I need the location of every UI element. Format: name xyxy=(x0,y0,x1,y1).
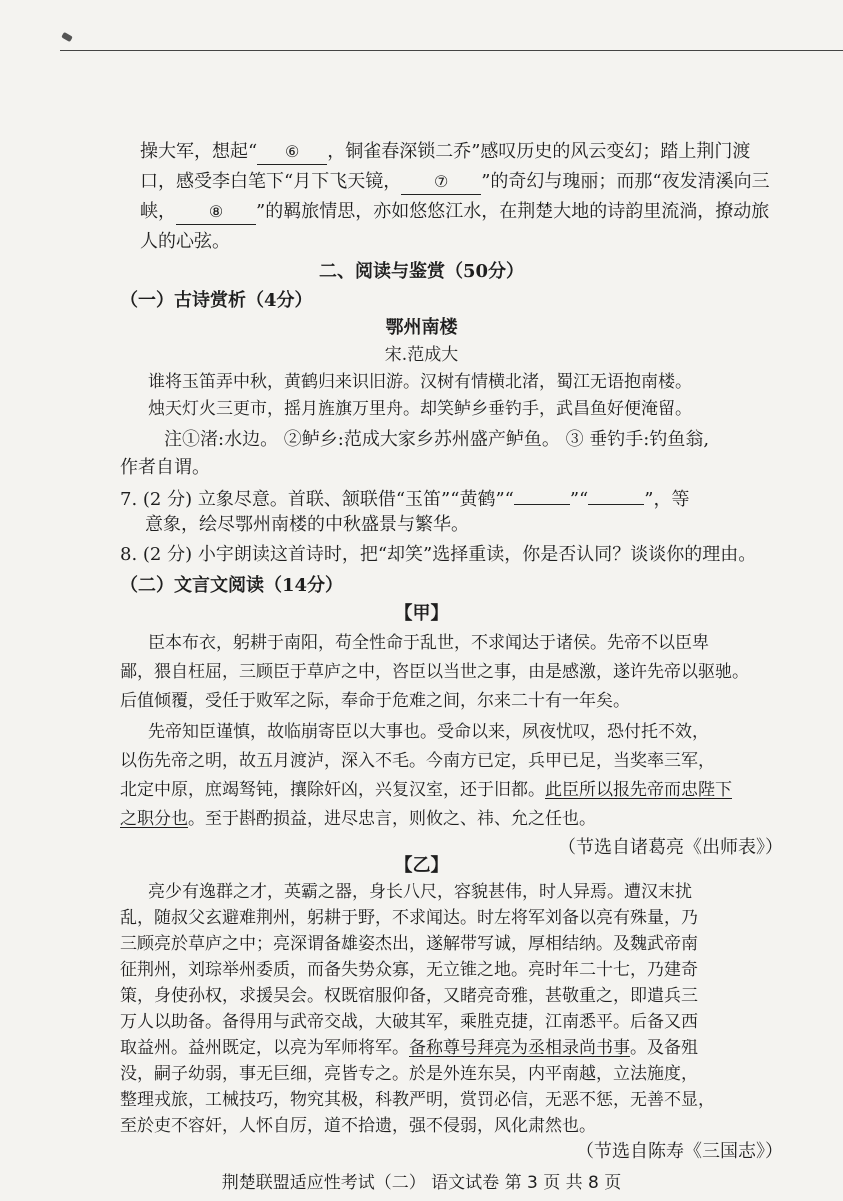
yi-l3: 三顾亮於草庐之中；亮深谓备雄姿杰出，遂解带写诚，厚相结纳。及魏武帝南 xyxy=(120,934,698,954)
q7-blank-2[interactable] xyxy=(588,486,644,505)
yi-l10: 至於吏不容奸，人怀自厉，道不拾遗，强不侵弱，风化肃然也。 xyxy=(120,1116,596,1136)
jia-p1-l1: 臣本布衣，躬耕于南阳，苟全性命于乱世，不求闻达于诸侯。先帝不以臣卑 xyxy=(148,633,709,653)
poem-author: 宋.范成大 xyxy=(384,345,459,365)
yi-l5: 策，身使孙权，求援吴会。权既宿服仰备，又睹亮奇雅，甚敬重之，即遣兵三 xyxy=(120,986,698,1006)
question-7-cont: 意象，绘尽鄂州南楼的中秋盛景与繁华。 xyxy=(145,514,469,535)
scan-mark xyxy=(61,32,73,42)
poem-note-1: 注①渚:水边。 ②鲈乡:范成大家乡苏州盛产鲈鱼。 ③ 垂钓手:钓鱼翁, xyxy=(164,429,710,450)
carryover-line-1: 操大军，想起“ ⑥ ，铜雀春深锁二乔”感叹历史的风云变幻；踏上荆门渡 xyxy=(140,140,750,165)
jia-p2-l2: 以伤先帝之明，故五月渡泸，深入不毛。今南方已定，兵甲已足，当奖率三军， xyxy=(120,751,715,771)
q7-blank-1[interactable] xyxy=(514,486,570,505)
carryover-line-4: 人的心弦。 xyxy=(140,231,230,252)
poem-note-2: 作者自谓。 xyxy=(120,457,210,478)
yi-l2: 乱，随叔父玄避难荆州，躬耕于野，不求闻达。时左将军刘备以亮有殊量，乃 xyxy=(120,908,698,928)
section-title: 二、阅读与鉴赏（50分） xyxy=(318,261,525,282)
blank-7[interactable]: ⑦ xyxy=(401,170,481,195)
question-8: 8. (2 分) 小宇朗读这首诗时，把“却笑”选择重读，你是否认同？谈谈你的理由。 xyxy=(120,544,757,565)
carryover-line-2: 口，感受李白笔下“月下飞天镜， ⑦ ”的奇幻与瑰丽；而那“夜发清溪向三 xyxy=(140,170,770,195)
poem-line-2: 烛天灯火三更市，摇月旌旗万里舟。却笑鲈乡垂钓手，武昌鱼好便淹留。 xyxy=(148,399,692,419)
yi-l1: 亮少有逸群之才，英霸之器，身长八尺，容貌甚伟，时人异焉。遭汉末扰 xyxy=(148,882,692,902)
yi-underlined-sentence: 备称尊号拜亮为丞相录尚书事 xyxy=(409,1038,630,1058)
jia-p1-l2: 鄙，猥自枉屈，三顾臣于草庐之中，咨臣以当世之事，由是感激，遂许先帝以驱驰。 xyxy=(120,662,749,682)
jia-p2-l3: 北定中原，庶竭驽钝，攘除奸凶，兴复汉室，还于旧都。此臣所以报先帝而忠陛下 xyxy=(120,780,732,800)
jia-p2-l4: 之职分也。至于斟酌损益，进尽忠言，则攸之、祎、允之任也。 xyxy=(120,809,596,829)
part2-heading: （二）文言文阅读（14分） xyxy=(120,575,344,596)
yi-source: （节选自陈寿《三国志》） xyxy=(576,1141,783,1162)
blank-6[interactable]: ⑥ xyxy=(257,140,327,165)
carryover-line-3: 峡， ⑧ ”的羁旅情思，亦如悠悠江水，在荆楚大地的诗韵里流淌，撩动旅 xyxy=(140,200,769,225)
yi-l8: 没，嗣子幼弱，事无巨细，亮皆专之。於是外连东吴，内平南越，立法施度， xyxy=(120,1064,698,1084)
poem-line-1: 谁将玉笛弄中秋，黄鹤归来识旧游。汉树有情横北渚，蜀江无语抱南楼。 xyxy=(148,372,692,392)
poem-title: 鄂州南楼 xyxy=(385,317,458,338)
question-7: 7. (2 分) 立象尽意。首联、颔联借“玉笛”“黄鹤”“ ”“ ”，等 xyxy=(120,486,689,512)
part1-heading: （一）古诗赏析（4分） xyxy=(120,290,313,311)
jia-p1-l3: 后值倾覆，受任于败军之际，奉命于危难之间，尔来二十有一年矣。 xyxy=(120,691,630,711)
yi-l4: 征荆州，刘琮举州委质，而备失势众寡，无立锥之地。亮时年二十七，乃建奇 xyxy=(120,960,698,980)
yi-l9: 整理戎旅，工械技巧，物究其极，科教严明，赏罚必信，无恶不惩，无善不显， xyxy=(120,1090,715,1110)
yi-l7: 取益州。益州既定，以亮为军师将军。备称尊号拜亮为丞相录尚书事。及备殂 xyxy=(120,1038,698,1058)
yi-l6: 万人以助备。备得用与武帝交战，大破其军，乘胜克捷，江南悉平。后备又西 xyxy=(120,1012,698,1032)
yi-label: 【乙】 xyxy=(394,855,449,876)
jia-underlined-sentence-b: 之职分也 xyxy=(120,809,188,829)
blank-8[interactable]: ⑧ xyxy=(176,200,256,225)
jia-p2-l1: 先帝知臣谨慎，故临崩寄臣以大事也。受命以来，夙夜忧叹，恐付托不效， xyxy=(148,722,709,742)
top-rule xyxy=(60,50,843,51)
jia-source: （节选自诸葛亮《出师表》） xyxy=(558,837,783,858)
jia-underlined-sentence-a: 此臣所以报先帝而忠陛下 xyxy=(545,780,732,800)
page-footer: 荆楚联盟适应性考试（二） 语文试卷 第 3 页 共 8 页 xyxy=(221,1173,622,1193)
jia-label: 【甲】 xyxy=(394,603,449,624)
